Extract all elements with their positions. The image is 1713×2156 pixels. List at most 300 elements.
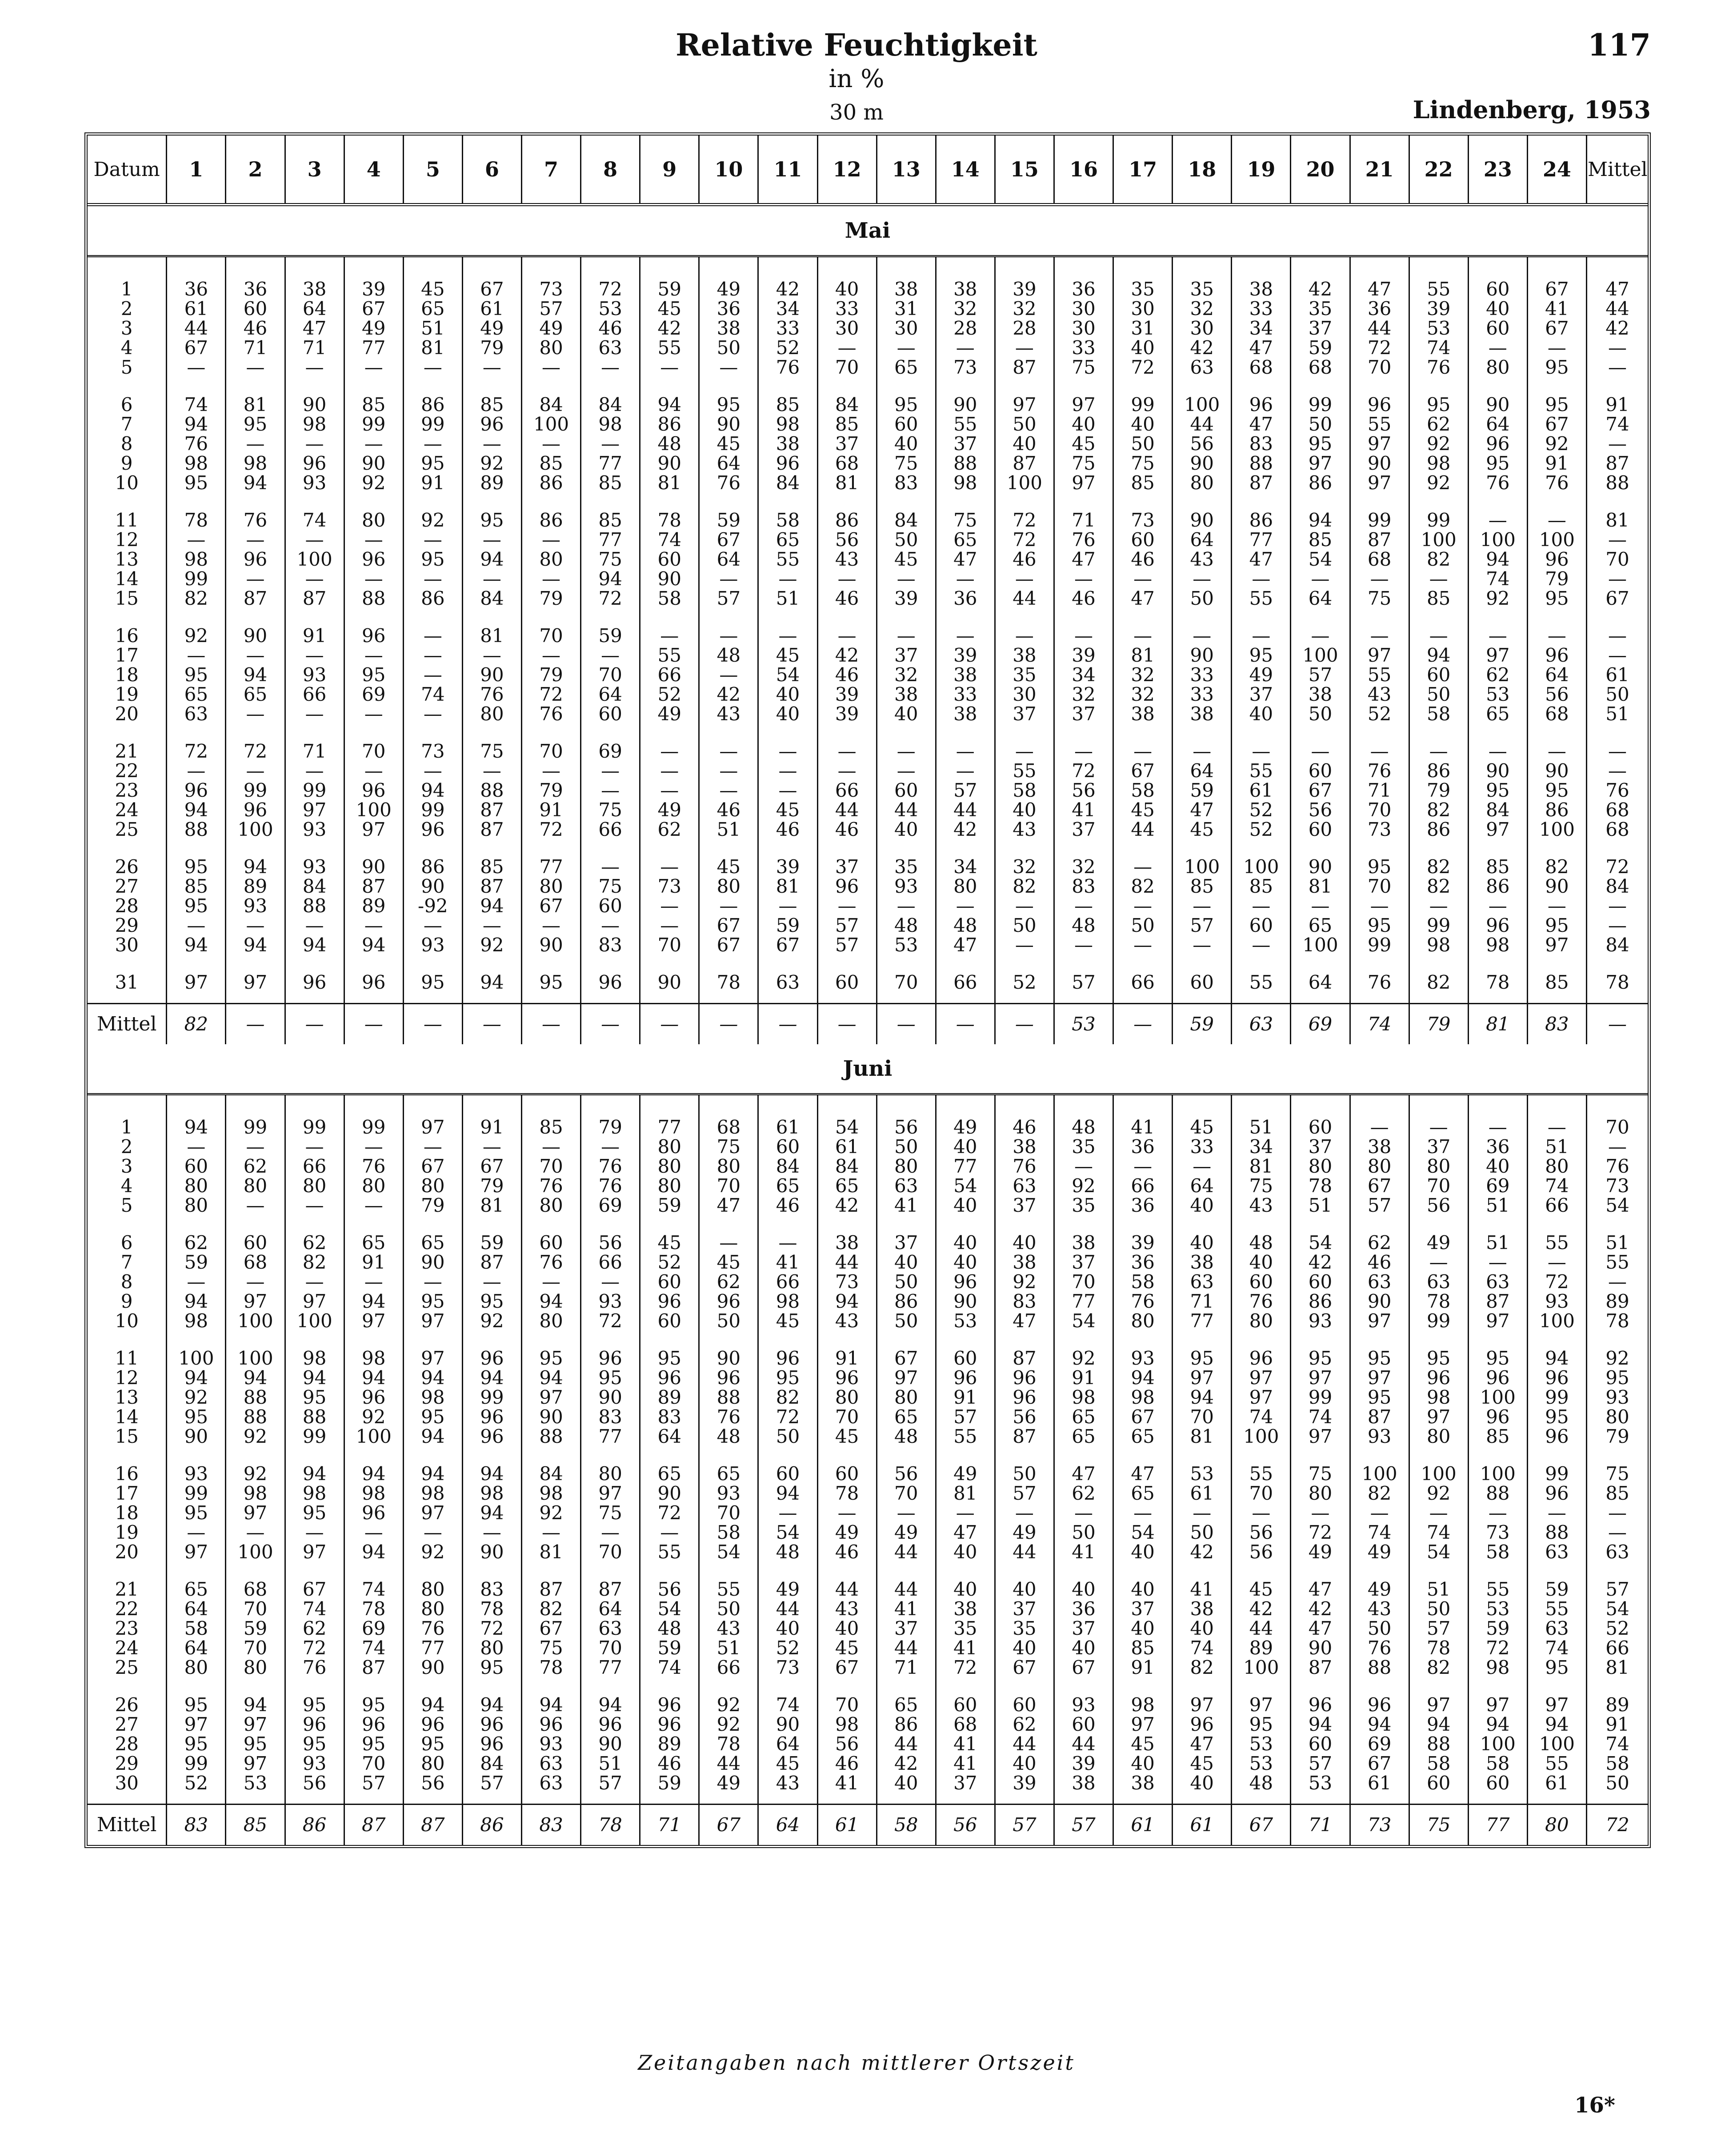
humidity-value: 98 [776, 413, 800, 435]
humidity-value: 58 [1486, 1541, 1510, 1563]
humidity-value: 72 [953, 1657, 977, 1678]
value-cell [1232, 1342, 1291, 1457]
humidity-value: 94 [539, 1367, 563, 1389]
value-cell [285, 503, 344, 619]
value-cell [226, 1573, 285, 1688]
value-cell [167, 735, 226, 850]
humidity-value: 55 [1249, 1463, 1273, 1485]
humidity-value: 75 [1367, 587, 1392, 609]
humidity-value: 84 [480, 1753, 504, 1774]
humidity-value: 76 [539, 1175, 563, 1197]
humidity-value: 76 [1013, 1155, 1037, 1177]
humidity-value: 81 [953, 1482, 977, 1504]
value-cell [817, 1094, 877, 1226]
humidity-value: 64 [1308, 587, 1333, 609]
humidity-value: — [423, 568, 442, 590]
humidity-value: 85 [835, 413, 859, 435]
humidity-value: 95 [1426, 1347, 1451, 1369]
humidity-value: 72 [1367, 337, 1392, 359]
humidity-value: 97 [1367, 433, 1392, 455]
value-cell [1173, 1094, 1232, 1226]
day-number: 20 [115, 703, 139, 725]
value-cell [817, 619, 877, 735]
humidity-value: — [1193, 895, 1212, 917]
value-cell [403, 966, 462, 1004]
humidity-value: 86 [539, 509, 563, 531]
humidity-value: 57 [953, 1406, 977, 1428]
humidity-value: 94 [1426, 644, 1451, 666]
value-cell [581, 1342, 640, 1457]
value-cell [995, 1688, 1054, 1805]
humidity-value: 100 [1480, 1463, 1516, 1485]
value-cell [1173, 850, 1232, 966]
humidity-value: 64 [598, 1598, 622, 1620]
humidity-value: — [305, 703, 324, 725]
day-number: 27 [115, 1713, 139, 1735]
humidity-value: 38 [1131, 1772, 1155, 1794]
humidity-value: 37 [894, 644, 918, 666]
day-block-row [88, 256, 1648, 388]
humidity-value: 90 [1190, 509, 1214, 531]
humidity-value: 96 [1013, 1386, 1037, 1408]
humidity-value: 60 [953, 1694, 977, 1716]
humidity-value: 67 [361, 298, 386, 319]
humidity-value: 95 [1486, 779, 1510, 801]
value-cell [640, 1094, 699, 1226]
page-title: Relative Feuchtigkeit [676, 28, 1037, 63]
mittel-value: 64 [758, 1805, 817, 1845]
humidity-value: — [837, 568, 856, 590]
humidity-value: — [601, 644, 620, 666]
humidity-value: 97 [1367, 1367, 1392, 1389]
humidity-value: 40 [1013, 433, 1037, 455]
value-cell [1173, 1688, 1232, 1805]
mittel-value: 67 [699, 1805, 758, 1845]
humidity-value: 68 [1605, 799, 1629, 821]
humidity-value: 80 [539, 875, 563, 897]
humidity-value: 93 [1131, 1347, 1155, 1369]
humidity-value: 45 [776, 644, 800, 666]
humidity-value: 76 [598, 1155, 622, 1177]
day-block-row [88, 619, 1648, 735]
value-cell [462, 735, 521, 850]
humidity-value: 65 [776, 1175, 800, 1197]
humidity-value: 80 [539, 337, 563, 359]
value-cell [936, 1457, 995, 1573]
humidity-value: — [601, 1136, 620, 1158]
value-cell [581, 256, 640, 388]
humidity-value: 98 [1426, 934, 1451, 956]
humidity-value: — [1074, 934, 1093, 956]
humidity-value: 50 [716, 1310, 741, 1332]
humidity-value: 44 [1072, 1733, 1096, 1755]
humidity-value: — [1015, 625, 1034, 647]
value-cell [936, 966, 995, 1004]
humidity-value: 47 [1131, 587, 1155, 609]
humidity-value: 55 [1545, 1232, 1569, 1254]
humidity-value: — [1608, 1136, 1627, 1158]
humidity-value: 87 [1486, 1290, 1510, 1312]
humidity-value: — [1488, 1116, 1507, 1138]
humidity-value: 80 [361, 509, 386, 531]
humidity-value: 40 [1131, 413, 1155, 435]
humidity-value: 49 [480, 317, 504, 339]
mittel-value: — [344, 1004, 403, 1045]
humidity-value: 98 [184, 1310, 208, 1332]
humidity-value: 94 [480, 1463, 504, 1485]
value-cell [1232, 735, 1291, 850]
humidity-value: 64 [716, 548, 741, 570]
day-block-row [88, 850, 1648, 966]
value-cell [462, 503, 521, 619]
day-number: 13 [115, 548, 139, 570]
day-block-row [88, 388, 1648, 503]
humidity-value: — [1074, 740, 1093, 762]
value-cell [1113, 850, 1173, 966]
humidity-value: 99 [1426, 509, 1451, 531]
humidity-value: 94 [539, 1694, 563, 1716]
humidity-value: 74 [776, 1694, 800, 1716]
humidity-value: 56 [1308, 799, 1333, 821]
value-cell [167, 503, 226, 619]
day-number: 21 [115, 740, 139, 762]
humidity-value: — [1074, 625, 1093, 647]
humidity-value: — [305, 356, 324, 378]
humidity-value: 90 [953, 394, 977, 415]
humidity-value: 87 [361, 1657, 386, 1678]
humidity-value: 43 [776, 1772, 800, 1794]
humidity-value: 67 [1131, 1406, 1155, 1428]
value-cell [403, 1094, 462, 1226]
mittel-value: 79 [1409, 1004, 1468, 1045]
value-cell [1409, 735, 1468, 850]
humidity-value: 74 [1426, 337, 1451, 359]
humidity-value: 44 [184, 317, 208, 339]
humidity-value: 55 [1486, 1578, 1510, 1600]
humidity-value: 96 [657, 1713, 681, 1735]
value-cell [344, 256, 403, 388]
humidity-value: — [660, 760, 679, 782]
humidity-value: 99 [184, 1753, 208, 1774]
day-number: 27 [115, 875, 139, 897]
humidity-value: — [1074, 1155, 1093, 1177]
humidity-value: 77 [953, 1155, 977, 1177]
humidity-value: 100 [1539, 1310, 1575, 1332]
humidity-value: 96 [480, 1425, 504, 1447]
column-header-hour-15: 15 [995, 136, 1054, 205]
humidity-value: 99 [1131, 394, 1155, 415]
humidity-value: 80 [598, 1463, 622, 1485]
humidity-value: 94 [184, 1367, 208, 1389]
humidity-value: 94 [184, 1116, 208, 1138]
value-cell [1173, 1226, 1232, 1342]
humidity-value: 74 [1486, 568, 1510, 590]
humidity-value: 65 [243, 683, 268, 705]
mittel-value: — [817, 1004, 877, 1045]
humidity-value: 97 [1308, 452, 1333, 474]
humidity-value: 93 [539, 1733, 563, 1755]
column-header-hour-6: 6 [462, 136, 521, 205]
value-cell [758, 1688, 817, 1805]
humidity-value: 40 [1249, 703, 1273, 725]
humidity-value: 94 [361, 1290, 386, 1312]
humidity-value: 57 [835, 914, 859, 936]
humidity-value: 76 [1486, 472, 1510, 494]
humidity-value: — [364, 1521, 383, 1543]
humidity-value: 98 [539, 1482, 563, 1504]
humidity-value: — [778, 625, 797, 647]
humidity-value: 73 [657, 875, 681, 897]
value-cell [1173, 1457, 1232, 1573]
value-cell [462, 619, 521, 735]
humidity-value: 94 [480, 971, 504, 993]
value-cell [226, 850, 285, 966]
day-number: 4 [120, 337, 133, 359]
humidity-value: 82 [1190, 1657, 1214, 1678]
humidity-value: 82 [1426, 875, 1451, 897]
humidity-value: 44 [894, 1578, 918, 1600]
humidity-value: 57 [953, 779, 977, 801]
humidity-value: 96 [1426, 1367, 1451, 1389]
humidity-value: 60 [1426, 664, 1451, 686]
humidity-value: 45 [716, 433, 741, 455]
humidity-value: 98 [302, 1482, 327, 1504]
humidity-value: 52 [776, 337, 800, 359]
value-cell [877, 1457, 936, 1573]
day-number: 18 [115, 1502, 139, 1524]
humidity-value: 47 [1367, 278, 1392, 300]
humidity-value: 76 [598, 1175, 622, 1197]
humidity-value: — [719, 740, 738, 762]
value-cell [403, 850, 462, 966]
humidity-value: 50 [1013, 413, 1037, 435]
humidity-value: — [542, 568, 561, 590]
humidity-value: 45 [1072, 433, 1096, 455]
humidity-value: 72 [598, 587, 622, 609]
humidity-value: — [482, 760, 501, 782]
value-cell [1054, 619, 1113, 735]
humidity-value: — [1608, 914, 1627, 936]
humidity-value: 76 [1605, 779, 1629, 801]
humidity-value: 97 [1426, 1694, 1451, 1716]
humidity-value: — [542, 433, 561, 455]
humidity-value: 94 [421, 1367, 445, 1389]
humidity-value: — [897, 337, 916, 359]
humidity-value: 67 [1545, 278, 1569, 300]
humidity-value: 78 [1605, 1310, 1629, 1332]
humidity-value: 36 [1072, 278, 1096, 300]
humidity-value: 96 [835, 1367, 859, 1389]
day-numbers-cell [88, 619, 167, 735]
humidity-value: 37 [953, 433, 977, 455]
humidity-value: 64 [716, 452, 741, 474]
humidity-value: — [660, 779, 679, 801]
humidity-value: 49 [953, 1463, 977, 1485]
humidity-value: 88 [953, 452, 977, 474]
humidity-value: 99 [243, 779, 268, 801]
humidity-value: 53 [598, 298, 622, 319]
day-number: 30 [115, 934, 139, 956]
humidity-value: — [305, 1194, 324, 1216]
humidity-value: 94 [1426, 1713, 1451, 1735]
humidity-value: 100 [237, 818, 273, 840]
humidity-value: 76 [302, 1657, 327, 1678]
humidity-value: 48 [1072, 914, 1096, 936]
humidity-value: 40 [1486, 1155, 1510, 1177]
humidity-value: 34 [776, 298, 800, 319]
humidity-value: 80 [421, 1578, 445, 1600]
humidity-value: 55 [1367, 413, 1392, 435]
humidity-value: 30 [894, 317, 918, 339]
humidity-value: 37 [835, 433, 859, 455]
humidity-value: — [423, 529, 442, 551]
humidity-value: 69 [361, 683, 386, 705]
mittel-value: 73 [1350, 1805, 1409, 1845]
humidity-value: 42 [894, 1753, 918, 1774]
humidity-value: 100 [1243, 856, 1279, 878]
humidity-value: 80 [657, 1155, 681, 1177]
humidity-value: — [187, 529, 206, 551]
humidity-value: 61 [1249, 779, 1273, 801]
humidity-value: 59 [657, 1637, 681, 1659]
value-cell [403, 619, 462, 735]
humidity-value: 65 [1131, 1425, 1155, 1447]
humidity-value: 65 [184, 1578, 208, 1600]
humidity-value: 78 [1486, 971, 1510, 993]
day-numbers-cell [88, 388, 167, 503]
humidity-value: — [364, 703, 383, 725]
humidity-value: 70 [539, 625, 563, 647]
value-cell [1054, 256, 1113, 388]
value-cell [1527, 1342, 1586, 1457]
humidity-value: 66 [1545, 1194, 1569, 1216]
value-cell [1409, 1688, 1468, 1805]
humidity-value: 40 [1013, 1232, 1037, 1254]
humidity-value: 95 [776, 1367, 800, 1389]
humidity-value: — [956, 568, 975, 590]
humidity-value: — [482, 1521, 501, 1543]
mittel-value: 59 [1173, 1004, 1232, 1045]
humidity-value: 78 [716, 1733, 741, 1755]
humidity-value: 64 [1486, 413, 1510, 435]
mittel-value: 57 [995, 1805, 1054, 1845]
humidity-value: 70 [835, 1406, 859, 1428]
humidity-value: 65 [1308, 914, 1333, 936]
value-cell [640, 1226, 699, 1342]
humidity-value: 96 [421, 1713, 445, 1735]
humidity-value: — [1193, 934, 1212, 956]
humidity-value: 95 [361, 1733, 386, 1755]
humidity-value: — [1429, 1502, 1448, 1524]
humidity-value: — [1488, 337, 1507, 359]
humidity-value: 96 [1367, 1694, 1392, 1716]
humidity-value: 88 [184, 818, 208, 840]
humidity-value: 86 [657, 413, 681, 435]
humidity-value: 65 [1131, 1482, 1155, 1504]
humidity-value: 40 [1190, 1232, 1214, 1254]
humidity-value: 74 [302, 1598, 327, 1620]
humidity-value: 75 [894, 452, 918, 474]
humidity-value: 84 [539, 1463, 563, 1485]
humidity-value: 80 [302, 1175, 327, 1197]
value-cell [1232, 1226, 1291, 1342]
humidity-value: 83 [598, 934, 622, 956]
humidity-value: — [246, 1271, 265, 1293]
humidity-value: 77 [421, 1637, 445, 1659]
humidity-value: — [246, 1194, 265, 1216]
humidity-value: 33 [1190, 1136, 1214, 1158]
humidity-value: 72 [1131, 356, 1155, 378]
humidity-value: — [1488, 895, 1507, 917]
humidity-value: 55 [1367, 664, 1392, 686]
humidity-value: 79 [1426, 779, 1451, 801]
humidity-value: — [956, 895, 975, 917]
day-number: 4 [120, 1175, 133, 1197]
humidity-value: — [837, 740, 856, 762]
humidity-value: 70 [1367, 799, 1392, 821]
humidity-value: — [1252, 568, 1271, 590]
humidity-value: 67 [421, 1155, 445, 1177]
value-cell [226, 1688, 285, 1805]
humidity-value: 55 [953, 413, 977, 435]
humidity-value: 38 [894, 278, 918, 300]
mittel-value: 81 [1468, 1004, 1527, 1045]
day-number: 24 [115, 799, 139, 821]
humidity-value: 94 [243, 1367, 268, 1389]
humidity-value: 97 [539, 1386, 563, 1408]
humidity-value: 70 [716, 1175, 741, 1197]
humidity-value: 76 [1249, 1290, 1273, 1312]
column-header-hour-17: 17 [1113, 136, 1173, 205]
humidity-value: 60 [1249, 1271, 1273, 1293]
humidity-value: 80 [539, 1194, 563, 1216]
humidity-value: 51 [1486, 1194, 1510, 1216]
humidity-value: 45 [1131, 799, 1155, 821]
humidity-value: 49 [716, 278, 741, 300]
humidity-value: 80 [716, 1155, 741, 1177]
humidity-value: 59 [1545, 1578, 1569, 1600]
day-number: 1 [120, 278, 133, 300]
day-number: 21 [115, 1578, 139, 1600]
mittel-value: 63 [1232, 1004, 1291, 1045]
humidity-value: 66 [953, 971, 977, 993]
humidity-value: 71 [1072, 509, 1096, 531]
humidity-value: 69 [1367, 1733, 1392, 1755]
humidity-value: 55 [1605, 1251, 1629, 1273]
humidity-value: 43 [1367, 1598, 1392, 1620]
signature-mark: 16* [1574, 2093, 1615, 2118]
humidity-value: 48 [776, 1541, 800, 1563]
humidity-value: 94 [302, 1367, 327, 1389]
humidity-value: 70 [598, 1637, 622, 1659]
mittel-value: 71 [640, 1805, 699, 1845]
humidity-value: 97 [184, 1713, 208, 1735]
humidity-value: 65 [776, 529, 800, 551]
humidity-value: — [187, 1521, 206, 1543]
humidity-value: 45 [776, 1753, 800, 1774]
day-number: 31 [115, 971, 139, 993]
value-cell [521, 1457, 580, 1573]
humidity-value: 76 [1072, 529, 1096, 551]
value-cell [936, 1226, 995, 1342]
humidity-value: 55 [657, 337, 681, 359]
value-cell [1173, 966, 1232, 1004]
humidity-value: 99 [1367, 934, 1392, 956]
humidity-value: 97 [1486, 1694, 1510, 1716]
humidity-value: 94 [184, 1290, 208, 1312]
humidity-value: 99 [302, 1116, 327, 1138]
humidity-value: — [1547, 1251, 1566, 1273]
